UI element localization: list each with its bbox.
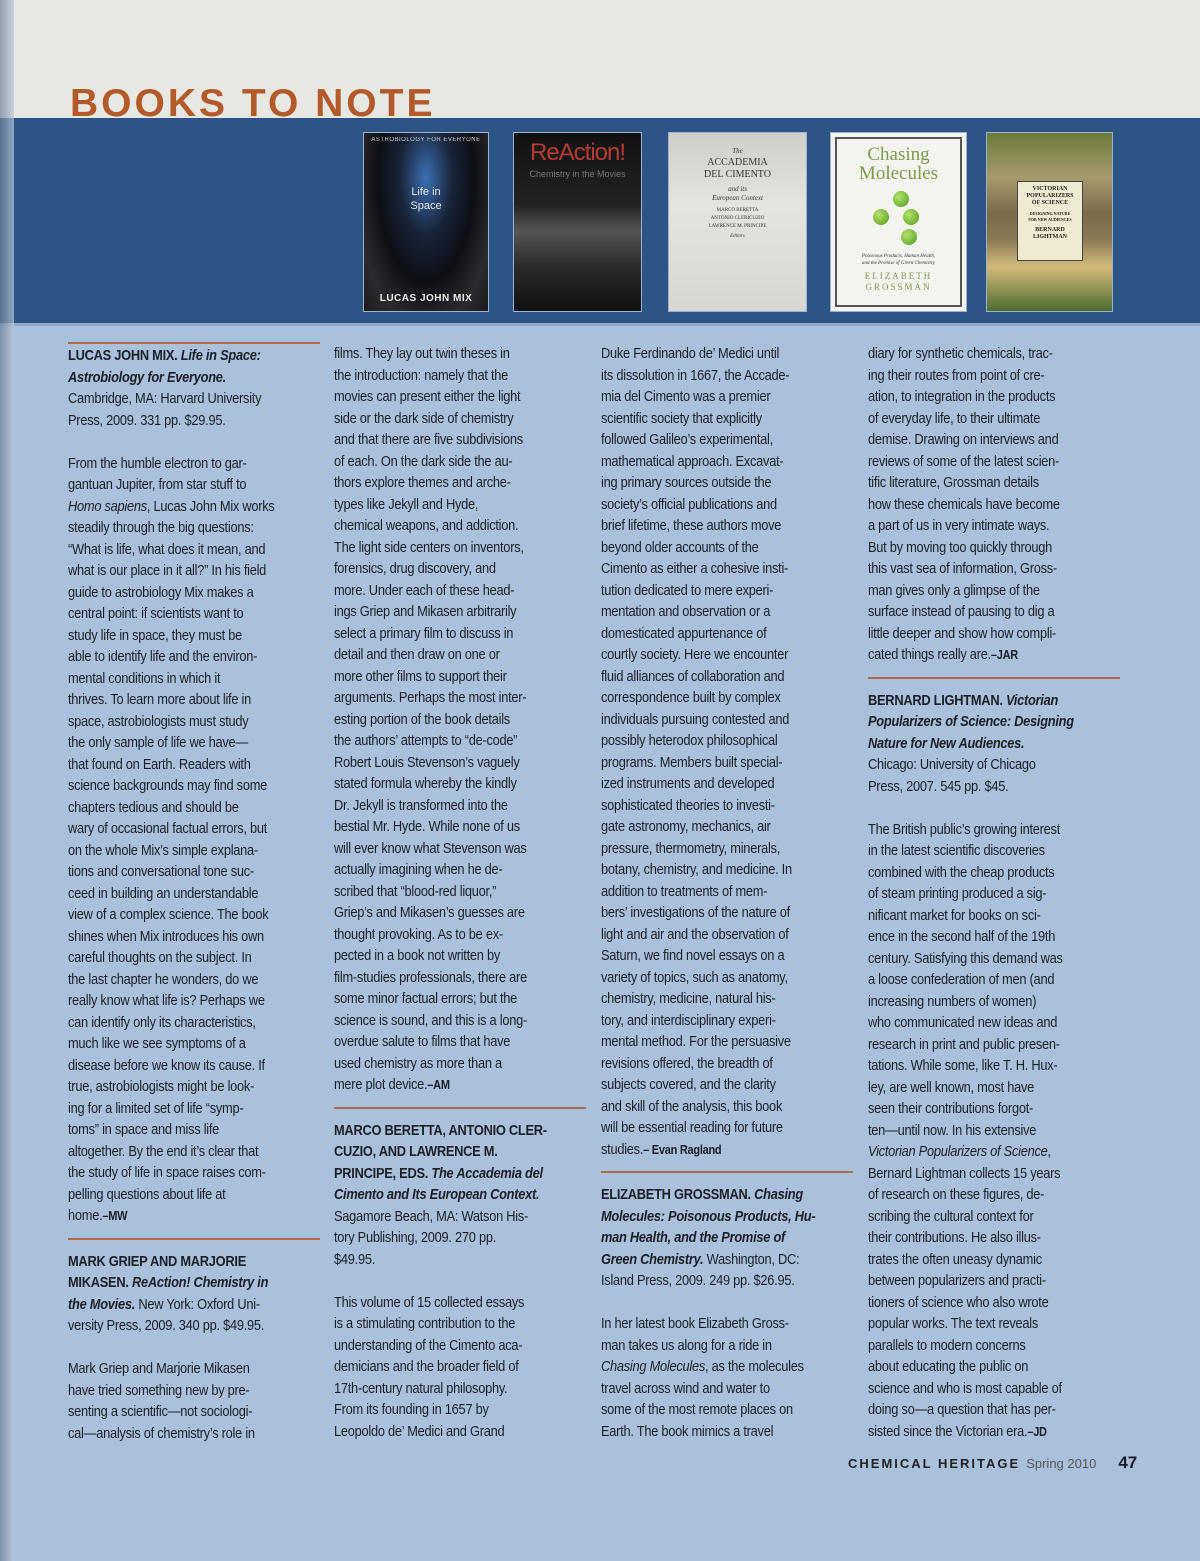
molecule-icon bbox=[901, 229, 917, 245]
review-text: From the humble electron to gar- gantuan Jupiter, from star stuff to bbox=[68, 455, 247, 493]
book-publication: New York: Oxford Uni- versity Press, 2009. 340 pp. $49.95. bbox=[68, 1296, 265, 1334]
section-rule bbox=[334, 1107, 586, 1109]
reviewer-signature: –AM bbox=[427, 1078, 450, 1092]
cover-author: LUCAS JOHN MIX bbox=[379, 293, 473, 304]
binding-shadow bbox=[0, 0, 14, 1561]
book-author: LUCAS JOHN MIX. bbox=[68, 348, 178, 364]
cover-subtitle: DESIGNING NATURE FOR NEW AUDIENCES bbox=[1028, 211, 1072, 222]
column-1 bbox=[68, 338, 320, 1445]
book-cover-chasing-molecules bbox=[830, 132, 967, 312]
cover-subtitle: Poisonous Products, Human Health, and the Promise of Green Chemistry bbox=[861, 254, 936, 266]
cover-editors: MARCO BERETTA ANTONIO CLERICUZIO LAWRENCE M. PRINCIPE bbox=[708, 208, 767, 229]
review-italic: Victorian Popularizers of Science bbox=[868, 1144, 1048, 1160]
section-rule bbox=[68, 342, 320, 344]
review-text: The British public’s growing interest in the latest scientific discoveries combined with the cheap products of steam printing produced a sig- nificant market for books on sci- ence in the second half of the 19th century. Satisfying this demand was a loose confederation of men (and increasing numbers of women) who communicated new ideas and research in print and public presen- tations. While some, like T. H. Hux- ley, are well known, most have seen their contributions forgot- ten—until now. In his extensive bbox=[868, 821, 1063, 1139]
molecule-icon bbox=[893, 191, 909, 207]
cover-label bbox=[1017, 181, 1083, 261]
reviewer-signature: – Evan Ragland bbox=[643, 1142, 722, 1157]
cover-title: ReAction! bbox=[529, 139, 626, 166]
section-title: BOOKS TO NOTE bbox=[70, 82, 436, 125]
book-author: ELIZABETH GROSSMAN. bbox=[601, 1187, 751, 1203]
review-heading-grossman bbox=[601, 1185, 823, 1293]
review-heading-griep bbox=[68, 1252, 290, 1338]
review-heading-lightman bbox=[868, 691, 1090, 799]
review-text: In her latest book Elizabeth Gross- man takes us along for a ride in bbox=[601, 1316, 789, 1354]
review-body-beretta-cont bbox=[601, 344, 823, 1161]
issue-date: Spring 2010 bbox=[1026, 1456, 1097, 1471]
reviewer-signature: –JAR bbox=[990, 648, 1018, 662]
cover-title: ACCADEMIA DEL CIMENTO bbox=[704, 157, 771, 180]
magazine-name: CHEMICAL HERITAGE bbox=[848, 1456, 1021, 1471]
cover-author: ELIZABETH GROSSMAN bbox=[864, 271, 933, 292]
column-4 bbox=[868, 344, 1120, 1443]
book-cover-victorian-popularizers bbox=[986, 132, 1113, 312]
cover-subtitle: and its European Context bbox=[712, 185, 763, 202]
cover-subtitle: Chemistry in the Movies bbox=[529, 169, 626, 179]
review-body-grossman bbox=[601, 1314, 823, 1443]
cover-series: ASTROBIOLOGY FOR EVERYONE bbox=[371, 137, 481, 143]
review-body-lightman bbox=[868, 820, 1090, 1444]
reviewer-signature: –MW bbox=[102, 1209, 128, 1223]
reviewer-signature: –JD bbox=[1027, 1424, 1047, 1439]
section-rule bbox=[68, 1238, 320, 1240]
molecule-icon bbox=[873, 209, 889, 225]
review-body-mix bbox=[68, 454, 290, 1228]
cover-role: Editors bbox=[730, 234, 745, 239]
review-text: Duke Ferdinando de’ Medici until its dissolution in 1667, the Accade- mia del Cimento was a premier scientific society that explicitly followed Galileo’s experimental, mathematical approach. Excavat- ing primary sources outside the society’s official publications and brief lifetime, these authors move beyond older accounts of the Cimento as either a cohesive insti- tution dedicated to mere experi- mentation and observation or a domesticated appurtenance of courtly society. Here we encounter fluid alliances of collaboration and correspondence built by complex individuals pursuing contested and possibly heterodox philosophical programs. Members built special- ized instruments and developed sophisticated theories to investi- gate astronomy, mechanics, air pressure, thermometry, minerals, botany, chemistry, and medicine. In addition to treatments of mem- bers’ investigations of the nature of light and air and the observation of Saturn, we find novel essays on a variety of topics, such as anatomy, chemistry, medicine, natural his- tory, and interdisciplinary experi- mental method. For the persuasive revisions offered, the breadth of subjects covered, and the clarity and skill of the analysis, this book will be essential reading for future studies. bbox=[601, 346, 792, 1158]
column-3 bbox=[601, 344, 853, 1443]
book-publication: Cambridge, MA: Harvard University Press, 2009. 331 pp. $29.95. bbox=[68, 391, 262, 429]
book-publication: Washington, DC: Island Press, 2009. 249 pp. $26.95. bbox=[601, 1251, 800, 1289]
review-italic: Chasing Molecules bbox=[601, 1359, 706, 1375]
book-title: Chasing Molecules: Poisonous Products, Hu- man Health, and the Promise of Green Chemistry. bbox=[601, 1187, 816, 1268]
book-title: Life in Space: Astrobiology for Everyone. bbox=[68, 348, 261, 386]
molecule-icon bbox=[903, 209, 919, 225]
band-edge bbox=[0, 323, 1200, 326]
book-cover-life-in-space bbox=[363, 132, 489, 312]
review-text: films. They lay out twin theses in the introduction: namely that the movies can present either the light side or the dark side of chemistry and that there are five subdivisions of each. On the dark side the au- thors explore themes and arche- types like Jekyll and Hyde, chemical weapons, and addiction. The light side centers on inventors, forensics, drug discovery, and more. Under each of these head- ings Griep and Mikasen arbitrarily select a primary film to discuss in detail and then draw on one or more other films to support their arguments. Perhaps the most inter- esting portion of the book details the authors’ attempts to “de-code” Robert Louis Stevenson’s vaguely stated formula whereby the kindly Dr. Jekyll is transformed into the bestial Mr. Hyde. While none of us will ever know what Stevenson was actually imagining when he de- scribed that “blood-red liquor,” Griep’s and Mikasen’s guesses are thought provoking. As to be ex- pected in a book not written by film-studies professionals, there are some minor factual errors; but the science is sound, and this is a long- overdue salute to films that have used chemistry as more than a mere plot device. bbox=[334, 346, 527, 1093]
section-rule bbox=[601, 1171, 853, 1173]
cover-author: BERNARD LIGHTMAN bbox=[1032, 227, 1067, 240]
book-title: The Accademia del Cimento and Its European Context. bbox=[334, 1165, 543, 1203]
review-text: , Bernard Lightman collects 15 years of research on these figures, de- scribing the cultural context for their contributions. He also illus- trates the often uneasy dynamic between popularizers and practi- tioners of science who also wrote popular works. The text reveals parallels to modern concerns about educating the public on science and who is most capable of doing so—a question that has per- sisted since the Victorian era. bbox=[868, 1144, 1062, 1440]
review-italic: Homo sapiens bbox=[68, 498, 147, 515]
cover-title: VICTORIAN POPULARIZERS OF SCIENCE bbox=[1026, 186, 1074, 206]
page-footer bbox=[848, 1452, 1137, 1475]
review-text: , Lucas John Mix works steadily through the big questions: “What is life, what does it mean, and what is our place in it all?” In his field guide to astrobiology Mix makes a central point: if scientists want to study life in space, they must be able to identify life and the environ- mental conditions in which it thrives. To learn more about life in space, astrobiologists must study the only sample of life we have— that found on Earth. Readers with science backgrounds may find some chapters tedious and should be wary of occasional factual errors, but on the whole Mix’s simple explana- tions and conversational tone suc- ceed in building an understandable view of a complex science. The book shines when Mix introduces his own careful thoughts on the subject. In the last chapter he wonders, do we really know what life is? Perhaps we can identify only its characteristics, much like we see symptoms of a disease before we know its cause. If true, astrobiologists might be look- ing for a limited set of life “symp- toms” in space and miss life altogether. By the end it’s clear that the study of life in space raises com- pelling questions about life at home. bbox=[68, 498, 275, 1224]
review-text: diary for synthetic chemicals, trac- ing their routes from point of cre- ation, to integration in the products of everyday life, to their ultimate demise. Drawing on interviews and reviews of some of the latest scien- tific literature, Grossman details how these chemicals have become a part of us in very intimate ways. But by moving too quickly through this vast sea of information, Gross- man gives only a glimpse of the surface instead of pausing to dig a little deeper and show how compli- cated things really are. bbox=[868, 346, 1060, 663]
book-cover-accademia bbox=[668, 132, 807, 312]
review-heading-mix bbox=[68, 346, 290, 432]
page-number: 47 bbox=[1118, 1453, 1138, 1472]
book-author: MARK GRIEP AND MARJORIE MIKASEN. bbox=[68, 1253, 247, 1291]
book-author: MARCO BERETTA, ANTONIO CLER- CUZIO, AND LAWRENCE M. PRINCIPE, EDS. bbox=[334, 1122, 547, 1182]
book-title: Victorian Popularizers of Science: Designing Nature for New Audiences. bbox=[868, 692, 1074, 752]
book-cover-reaction bbox=[513, 132, 642, 312]
review-body-beretta: This volume of 15 collected essays is a stimulating contribution to the understanding of the Cimento aca- demicians and the broader field of 17th-century natural philosophy. From its founding in 1657 by Leopoldo de’ Medici and Grand bbox=[334, 1294, 525, 1440]
book-publication: Sagamore Beach, MA: Watson His- tory Publishing, 2009. 270 pp. $49.95. bbox=[334, 1208, 529, 1268]
book-title: ReAction! Chemistry in the Movies. bbox=[68, 1275, 269, 1313]
cover-title: Chasing Molecules bbox=[858, 144, 939, 184]
cover-title: Life in Space bbox=[410, 186, 442, 212]
book-author: BERNARD LIGHTMAN. bbox=[868, 692, 1003, 709]
column-2 bbox=[334, 344, 586, 1443]
book-publication: Chicago: University of Chicago Press, 2007. 545 pp. $45. bbox=[868, 757, 1036, 795]
review-text: , as the molecules travel across wind and water to some of the most remote places on Earth. The book mimics a travel bbox=[601, 1359, 804, 1440]
review-body-griep-cont bbox=[334, 344, 556, 1097]
section-rule bbox=[868, 677, 1120, 679]
review-heading-beretta bbox=[334, 1121, 556, 1272]
review-body-grossman-cont bbox=[868, 344, 1090, 667]
review-body-griep: Mark Griep and Marjorie Mikasen have tried something new by pre- senting a scientific—not sociologi- cal—analysis of chemistry’s role in bbox=[68, 1361, 255, 1442]
cover-pre: The bbox=[732, 147, 743, 155]
